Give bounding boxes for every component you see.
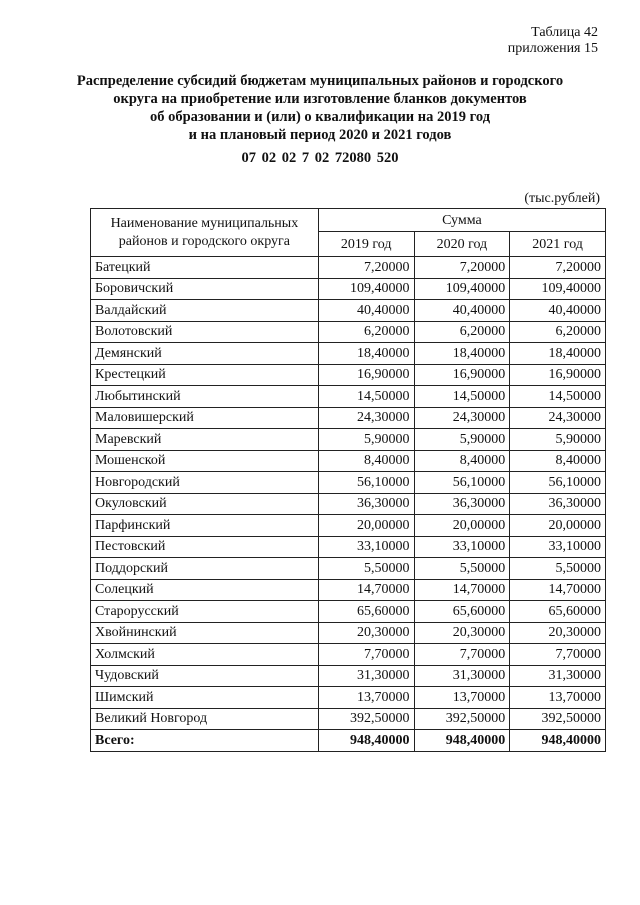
municipality-name: Валдайский — [91, 300, 319, 322]
amount-2021: 5,90000 — [510, 429, 606, 451]
amount-2021: 16,90000 — [510, 364, 606, 386]
table-row — [91, 579, 606, 601]
document-title — [60, 72, 580, 144]
table-row — [91, 622, 606, 644]
budget-classification-code: 07 02 02 7 02 72080 520 — [241, 150, 399, 166]
municipality-name: Любытинский — [91, 386, 319, 408]
municipality-name: Маревский — [91, 429, 319, 451]
amount-2020: 5,50000 — [414, 558, 510, 580]
header-year-2020: 2020 год — [414, 232, 510, 257]
municipality-name: Парфинский — [91, 515, 319, 537]
amount-2020: 33,10000 — [414, 536, 510, 558]
amount-2020: 7,20000 — [414, 257, 510, 279]
title-line-3: об образовании и (или) о квалификации на 2019 год — [149, 109, 491, 125]
amount-2021: 20,30000 — [510, 622, 606, 644]
amount-2019: 18,40000 — [318, 343, 414, 365]
amount-2019: 20,30000 — [318, 622, 414, 644]
municipality-name: Новгородский — [91, 472, 319, 494]
amount-2021: 40,40000 — [510, 300, 606, 322]
total-amount-2019: 948,40000 — [318, 730, 414, 752]
title-line-2: округа на приобретение или изготовление бланков документов — [113, 91, 527, 107]
municipality-name: Великий Новгород — [91, 708, 319, 730]
amount-2021: 7,70000 — [510, 644, 606, 666]
appendix-annex-number: приложения 15 — [507, 41, 598, 56]
amount-2020: 109,40000 — [414, 278, 510, 300]
amount-2019: 56,10000 — [318, 472, 414, 494]
amount-2019: 33,10000 — [318, 536, 414, 558]
municipality-name: Крестецкий — [91, 364, 319, 386]
amount-2021: 6,20000 — [510, 321, 606, 343]
total-amount-2021: 948,40000 — [510, 730, 606, 752]
appendix-reference — [508, 25, 598, 57]
amount-2020: 31,30000 — [414, 665, 510, 687]
amount-2021: 14,50000 — [510, 386, 606, 408]
amount-2019: 20,00000 — [318, 515, 414, 537]
amount-2019: 31,30000 — [318, 665, 414, 687]
municipality-name: Старорусский — [91, 601, 319, 623]
amount-2020: 8,40000 — [414, 450, 510, 472]
title-line-4: и на плановый период 2020 и 2021 годов — [188, 127, 452, 143]
table-row — [91, 558, 606, 580]
subsidy-table — [90, 208, 606, 752]
amount-2019: 392,50000 — [318, 708, 414, 730]
table-row — [91, 665, 606, 687]
amount-2021: 8,40000 — [510, 450, 606, 472]
table-row — [91, 386, 606, 408]
amount-2021: 14,70000 — [510, 579, 606, 601]
table-row — [91, 321, 606, 343]
amount-2019: 40,40000 — [318, 300, 414, 322]
amount-2020: 65,60000 — [414, 601, 510, 623]
amount-2021: 56,10000 — [510, 472, 606, 494]
amount-2019: 6,20000 — [318, 321, 414, 343]
table-row — [91, 364, 606, 386]
amount-2020: 36,30000 — [414, 493, 510, 515]
amount-2020: 20,00000 — [414, 515, 510, 537]
amount-2020: 40,40000 — [414, 300, 510, 322]
amount-2020: 56,10000 — [414, 472, 510, 494]
municipality-name: Боровичский — [91, 278, 319, 300]
total-amount-2020: 948,40000 — [414, 730, 510, 752]
amount-2020: 14,70000 — [414, 579, 510, 601]
municipality-name: Хвойнинский — [91, 622, 319, 644]
table-row — [91, 515, 606, 537]
amount-2021: 109,40000 — [510, 278, 606, 300]
table-row — [91, 407, 606, 429]
amount-2019: 5,50000 — [318, 558, 414, 580]
header-year-2019: 2019 год — [318, 232, 414, 257]
amount-2019: 65,60000 — [318, 601, 414, 623]
amount-2019: 16,90000 — [318, 364, 414, 386]
amount-2020: 13,70000 — [414, 687, 510, 709]
table-body — [91, 257, 606, 752]
amount-2019: 13,70000 — [318, 687, 414, 709]
municipality-name: Пестовский — [91, 536, 319, 558]
table-row — [91, 472, 606, 494]
amount-2021: 18,40000 — [510, 343, 606, 365]
amount-2020: 16,90000 — [414, 364, 510, 386]
title-line-1: Распределение субсидий бюджетам муниципальных районов и городского — [76, 73, 564, 89]
table-row — [91, 429, 606, 451]
table-row — [91, 708, 606, 730]
table-row — [91, 601, 606, 623]
amount-2021: 392,50000 — [510, 708, 606, 730]
table-row — [91, 343, 606, 365]
table-row — [91, 536, 606, 558]
amount-2019: 24,30000 — [318, 407, 414, 429]
municipality-name: Батецкий — [91, 257, 319, 279]
appendix-table-number: Таблица 42 — [531, 25, 598, 40]
amount-2019: 7,70000 — [318, 644, 414, 666]
total-label: Всего: — [91, 730, 319, 752]
table-row — [91, 450, 606, 472]
amount-2021: 31,30000 — [510, 665, 606, 687]
amount-2020: 24,30000 — [414, 407, 510, 429]
header-sum: Сумма — [318, 209, 605, 232]
amount-2021: 24,30000 — [510, 407, 606, 429]
municipality-name: Маловишерский — [91, 407, 319, 429]
amount-2019: 5,90000 — [318, 429, 414, 451]
table-row — [91, 493, 606, 515]
amount-2019: 8,40000 — [318, 450, 414, 472]
amount-2019: 7,20000 — [318, 257, 414, 279]
header-municipality-name: Наименование муниципальных районов и городского округа — [91, 209, 319, 257]
amount-2020: 20,30000 — [414, 622, 510, 644]
municipality-name: Волотовский — [91, 321, 319, 343]
municipality-name: Поддорский — [91, 558, 319, 580]
municipality-name: Демянский — [91, 343, 319, 365]
amount-2019: 109,40000 — [318, 278, 414, 300]
total-row — [91, 730, 606, 752]
amount-2020: 18,40000 — [414, 343, 510, 365]
amount-2021: 65,60000 — [510, 601, 606, 623]
amount-2019: 14,70000 — [318, 579, 414, 601]
amount-2021: 33,10000 — [510, 536, 606, 558]
amount-2020: 6,20000 — [414, 321, 510, 343]
table-header-row — [91, 209, 606, 232]
table-row — [91, 644, 606, 666]
header-year-2021: 2021 год — [510, 232, 606, 257]
amount-2019: 36,30000 — [318, 493, 414, 515]
table-row — [91, 257, 606, 279]
amount-2020: 5,90000 — [414, 429, 510, 451]
table-row — [91, 687, 606, 709]
amount-2021: 5,50000 — [510, 558, 606, 580]
amount-2021: 36,30000 — [510, 493, 606, 515]
amount-2020: 14,50000 — [414, 386, 510, 408]
municipality-name: Солецкий — [91, 579, 319, 601]
units-label: (тыс.рублей) — [524, 191, 600, 206]
amount-2020: 392,50000 — [414, 708, 510, 730]
amount-2021: 13,70000 — [510, 687, 606, 709]
amount-2021: 20,00000 — [510, 515, 606, 537]
table-row — [91, 278, 606, 300]
municipality-name: Шимский — [91, 687, 319, 709]
municipality-name: Мошенской — [91, 450, 319, 472]
municipality-name: Холмский — [91, 644, 319, 666]
table-row — [91, 300, 606, 322]
amount-2021: 7,20000 — [510, 257, 606, 279]
amount-2020: 7,70000 — [414, 644, 510, 666]
municipality-name: Окуловский — [91, 493, 319, 515]
municipality-name: Чудовский — [91, 665, 319, 687]
amount-2019: 14,50000 — [318, 386, 414, 408]
